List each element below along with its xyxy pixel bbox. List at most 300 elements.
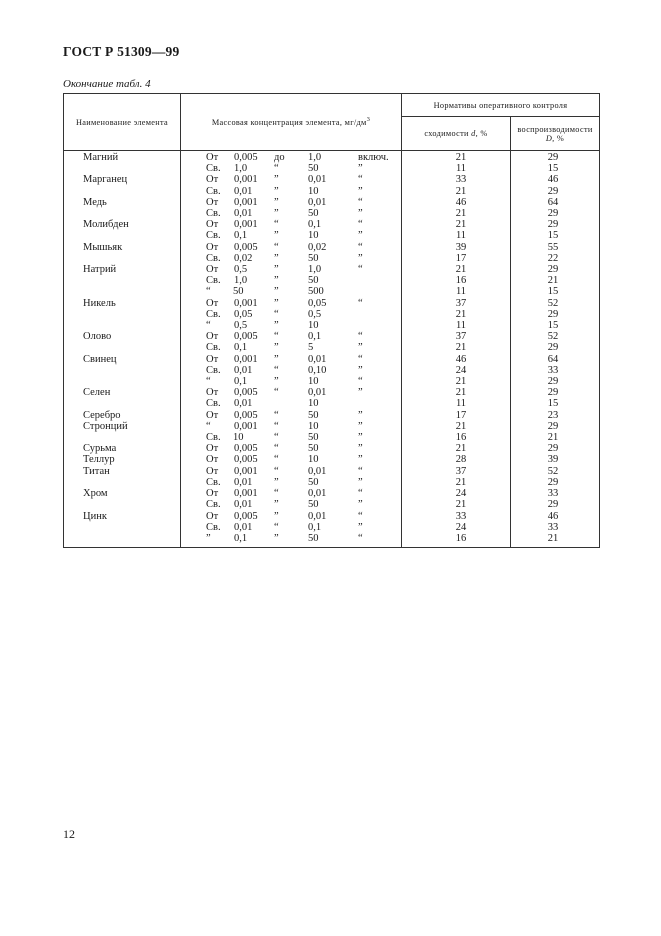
element-name: Сурьма xyxy=(64,443,181,454)
reproducibility-value: 29 xyxy=(547,219,559,231)
reproducibility-value: 22 xyxy=(547,252,559,264)
reproducibility-value: 29 xyxy=(547,376,559,388)
range-from: 1,0 xyxy=(234,163,248,175)
range-to: 0,10 xyxy=(308,364,327,376)
convergence-value-cell xyxy=(402,331,511,353)
range-inclusive: ” xyxy=(358,342,363,354)
convergence-value: 21 xyxy=(455,387,467,399)
convergence-value: 17 xyxy=(455,252,467,264)
concentration-line xyxy=(181,163,401,174)
reproducibility-value-cell xyxy=(511,197,600,219)
reproducibility-value-cell xyxy=(511,511,600,548)
convergence-value: 33 xyxy=(455,510,467,522)
concentration-line xyxy=(181,454,401,465)
range-separator: ” xyxy=(274,174,279,186)
concentration-range xyxy=(181,387,402,409)
reproducibility-value: 29 xyxy=(547,185,559,197)
range-to: 50 xyxy=(308,443,319,455)
range-to: 10 xyxy=(308,320,319,332)
range-from: 0,005 xyxy=(234,152,258,163)
reproducibility-value: 15 xyxy=(547,286,559,298)
header-concentration-sup: 3 xyxy=(366,115,371,123)
reproducibility-value: 33 xyxy=(547,364,559,376)
concentration-line xyxy=(181,443,401,454)
element-concentration-table xyxy=(63,93,600,548)
reproducibility-value: 15 xyxy=(547,163,559,175)
reproducibility-value: 29 xyxy=(547,208,559,220)
reproducibility-value: 46 xyxy=(547,174,559,186)
reproducibility-value: 15 xyxy=(547,320,559,332)
reproducibility-value: 33 xyxy=(547,488,559,500)
range-prefix: Св. xyxy=(206,252,221,264)
range-to: 50 xyxy=(308,499,319,511)
concentration-line xyxy=(181,230,401,241)
range-to: 10 xyxy=(308,454,319,466)
convergence-value: 21 xyxy=(455,443,467,455)
concentration-line xyxy=(181,174,401,185)
range-separator: “ xyxy=(274,364,279,376)
reproducibility-value: 21 xyxy=(547,532,559,544)
concentration-line xyxy=(181,186,401,197)
range-separator: ” xyxy=(274,510,279,522)
range-prefix: От xyxy=(206,152,219,163)
element-name: Селен xyxy=(64,387,181,409)
range-prefix: От xyxy=(206,174,219,186)
convergence-value: 24 xyxy=(455,488,467,500)
range-from: 0,5 xyxy=(234,320,248,332)
range-inclusive: ” xyxy=(358,521,363,533)
table-row xyxy=(64,488,600,510)
concentration-line xyxy=(181,298,401,309)
concentration-line xyxy=(181,398,401,409)
range-prefix: От xyxy=(206,241,219,253)
range-prefix: ” xyxy=(206,532,211,544)
range-inclusive: “ xyxy=(358,532,363,544)
convergence-value-cell xyxy=(402,410,511,421)
element-name: Никель xyxy=(64,298,181,332)
range-to: 0,1 xyxy=(308,521,322,533)
concentration-range xyxy=(181,197,402,219)
range-separator: ” xyxy=(274,252,279,264)
concentration-line xyxy=(181,522,401,533)
reproducibility-value: 21 xyxy=(547,432,559,444)
convergence-value: 16 xyxy=(455,532,467,544)
range-separator: “ xyxy=(274,241,279,253)
convergence-value: 21 xyxy=(455,376,467,388)
concentration-line xyxy=(181,365,401,376)
reproducibility-value: 29 xyxy=(547,308,559,320)
convergence-value-cell xyxy=(402,151,511,175)
range-inclusive: ” xyxy=(358,185,363,197)
range-to: 0,5 xyxy=(308,308,322,320)
concentration-line xyxy=(181,477,401,488)
reproducibility-value: 33 xyxy=(547,521,559,533)
range-to: 0,1 xyxy=(308,219,322,231)
range-to: 0,05 xyxy=(308,297,327,309)
range-inclusive: ” xyxy=(358,252,363,264)
range-inclusive: “ xyxy=(358,196,363,208)
element-name: Магний xyxy=(64,151,181,175)
concentration-line xyxy=(181,242,401,253)
reproducibility-value: 29 xyxy=(547,443,559,455)
range-inclusive: ” xyxy=(358,432,363,444)
concentration-line xyxy=(181,432,401,443)
reproducibility-value: 23 xyxy=(547,409,559,421)
reproducibility-value: 15 xyxy=(547,398,559,410)
concentration-range xyxy=(181,466,402,488)
convergence-value-cell xyxy=(402,421,511,443)
table-row xyxy=(64,511,600,548)
range-separator: “ xyxy=(274,331,279,343)
range-inclusive: ” xyxy=(358,163,363,175)
range-separator: “ xyxy=(274,409,279,421)
convergence-value: 21 xyxy=(455,308,467,320)
reproducibility-value: 29 xyxy=(547,420,559,432)
range-separator: “ xyxy=(274,420,279,432)
concentration-line xyxy=(181,264,401,275)
concentration-line xyxy=(181,219,401,230)
range-inclusive: “ xyxy=(358,174,363,186)
range-inclusive: “ xyxy=(358,264,363,276)
table-row xyxy=(64,443,600,454)
range-from: 0,005 xyxy=(234,409,258,421)
range-separator: ” xyxy=(274,297,279,309)
range-prefix: Св. xyxy=(206,185,221,197)
reproducibility-value-cell xyxy=(511,264,600,298)
range-prefix: От xyxy=(206,353,219,365)
range-to: 500 xyxy=(308,286,324,298)
range-inclusive: ” xyxy=(358,420,363,432)
concentration-line xyxy=(181,286,401,297)
table-row xyxy=(64,174,600,196)
convergence-value-cell xyxy=(402,488,511,510)
reproducibility-value-cell xyxy=(511,387,600,409)
element-name: Молибден xyxy=(64,219,181,241)
concentration-line xyxy=(181,488,401,499)
range-separator: ” xyxy=(274,185,279,197)
document-title: ГОСТ Р 51309—99 xyxy=(63,44,180,59)
convergence-value: 21 xyxy=(455,219,467,231)
range-to: 0,1 xyxy=(308,331,322,343)
convergence-value: 21 xyxy=(455,208,467,220)
reproducibility-value: 15 xyxy=(547,230,559,242)
reproducibility-value: 64 xyxy=(547,196,559,208)
table-row xyxy=(64,354,600,388)
concentration-range xyxy=(181,488,402,510)
range-separator: “ xyxy=(274,488,279,500)
convergence-value-cell xyxy=(402,443,511,454)
range-prefix: От xyxy=(206,409,219,421)
convergence-value: 24 xyxy=(455,364,467,376)
range-to: 50 xyxy=(308,532,319,544)
range-inclusive: “ xyxy=(358,488,363,500)
range-to: 0,01 xyxy=(308,196,327,208)
concentration-line xyxy=(181,511,401,522)
range-inclusive: ” xyxy=(358,499,363,511)
range-inclusive: “ xyxy=(358,465,363,477)
concentration-line xyxy=(181,331,401,342)
convergence-value-cell xyxy=(402,387,511,409)
header-norms: Нормативы оперативного контроля xyxy=(402,94,600,117)
range-prefix: “ xyxy=(206,320,211,332)
concentration-range xyxy=(181,331,402,353)
range-separator: “ xyxy=(274,387,279,399)
concentration-range xyxy=(181,151,402,175)
range-to: 10 xyxy=(308,420,319,432)
range-from: 0,05 xyxy=(234,308,253,320)
concentration-range xyxy=(181,242,402,264)
element-name: Мышьяк xyxy=(64,242,181,264)
convergence-value: 37 xyxy=(455,297,467,309)
range-inclusive: ” xyxy=(358,387,363,399)
reproducibility-value: 52 xyxy=(547,297,559,309)
range-to: 10 xyxy=(308,398,319,410)
convergence-value: 17 xyxy=(455,409,467,421)
range-prefix: Св. xyxy=(206,275,221,287)
reproducibility-value-cell xyxy=(511,242,600,264)
convergence-value: 21 xyxy=(455,420,467,432)
reproducibility-value-cell xyxy=(511,331,600,353)
range-from: 0,01 xyxy=(234,499,253,511)
range-to: 10 xyxy=(308,185,319,197)
concentration-line xyxy=(181,342,401,353)
reproducibility-value: 29 xyxy=(547,342,559,354)
concentration-line xyxy=(181,320,401,331)
range-prefix: “ xyxy=(206,376,211,388)
convergence-value-cell xyxy=(402,298,511,332)
range-prefix: От xyxy=(206,387,219,399)
range-from: 0,01 xyxy=(234,398,253,410)
range-to: 0,01 xyxy=(308,387,327,399)
reproducibility-value-cell xyxy=(511,174,600,196)
range-separator: “ xyxy=(274,219,279,231)
range-separator: ” xyxy=(274,342,279,354)
range-inclusive: “ xyxy=(358,241,363,253)
range-separator: “ xyxy=(274,163,279,175)
range-to: 50 xyxy=(308,208,319,219)
range-from: 0,001 xyxy=(234,219,258,231)
table-body xyxy=(64,151,600,548)
header-convergence-text: сходимости xyxy=(424,129,469,138)
concentration-line xyxy=(181,275,401,286)
range-inclusive: “ xyxy=(358,219,363,231)
header-element: Наименование элемента xyxy=(64,94,181,151)
reproducibility-value: 52 xyxy=(547,331,559,343)
element-name: Титан xyxy=(64,466,181,488)
range-inclusive: “ xyxy=(358,510,363,522)
range-inclusive: “ xyxy=(358,297,363,309)
element-name: Натрий xyxy=(64,264,181,298)
concentration-line xyxy=(181,152,401,163)
range-prefix: От xyxy=(206,331,219,343)
header-convergence-unit: % xyxy=(480,129,488,138)
range-prefix: Св. xyxy=(206,208,221,219)
convergence-value-cell xyxy=(402,219,511,241)
concentration-line xyxy=(181,208,401,219)
range-prefix: Св. xyxy=(206,398,221,410)
convergence-value-cell xyxy=(402,197,511,219)
concentration-range xyxy=(181,264,402,298)
concentration-line xyxy=(181,421,401,432)
concentration-line xyxy=(181,253,401,264)
range-from: 10 xyxy=(233,432,244,444)
concentration-line xyxy=(181,533,401,544)
range-to: 50 xyxy=(308,275,319,287)
range-to: 1,0 xyxy=(308,152,322,163)
element-name: Медь xyxy=(64,197,181,219)
range-from: 0,01 xyxy=(234,208,253,219)
range-separator: ” xyxy=(274,286,279,298)
convergence-value: 21 xyxy=(455,476,467,488)
table-row xyxy=(64,298,600,332)
table-caption: Окончание табл. 4 xyxy=(63,78,151,90)
reproducibility-value-cell xyxy=(511,466,600,488)
convergence-value: 21 xyxy=(455,152,467,163)
range-to: 50 xyxy=(308,409,319,421)
reproducibility-value: 52 xyxy=(547,465,559,477)
concentration-range xyxy=(181,354,402,388)
range-from: 0,1 xyxy=(234,342,248,354)
convergence-value: 21 xyxy=(455,342,467,354)
table-row xyxy=(64,242,600,264)
element-name: Стронций xyxy=(64,421,181,443)
range-separator: “ xyxy=(274,454,279,466)
convergence-value: 16 xyxy=(455,432,467,444)
reproducibility-value-cell xyxy=(511,219,600,241)
range-to: 0,02 xyxy=(308,241,327,253)
range-from: 0,005 xyxy=(234,443,258,455)
table-row xyxy=(64,410,600,421)
table-row xyxy=(64,466,600,488)
concentration-range xyxy=(181,298,402,332)
header-reproducibility-symbol: D, xyxy=(545,133,555,143)
convergence-value-cell xyxy=(402,242,511,264)
range-prefix: Св. xyxy=(206,230,221,242)
table-row xyxy=(64,387,600,409)
range-from: 0,5 xyxy=(234,264,248,276)
range-from: 50 xyxy=(233,286,244,298)
range-prefix: Св. xyxy=(206,163,221,175)
range-to: 5 xyxy=(308,342,314,354)
range-from: 0,1 xyxy=(234,532,248,544)
range-prefix: От xyxy=(206,196,219,208)
range-from: 0,005 xyxy=(234,454,258,466)
table-row xyxy=(64,219,600,241)
table-row xyxy=(64,151,600,175)
concentration-line xyxy=(181,410,401,421)
range-inclusive: включ. xyxy=(358,152,389,163)
range-inclusive: ” xyxy=(358,230,363,242)
element-name: Серебро xyxy=(64,410,181,421)
table-row xyxy=(64,264,600,298)
header-concentration-text: Массовая концентрация элемента, мг/дм xyxy=(211,117,367,127)
range-prefix: Св. xyxy=(206,342,221,354)
header-reproducibility xyxy=(511,117,600,151)
range-separator: “ xyxy=(274,521,279,533)
convergence-value: 37 xyxy=(455,331,467,343)
range-to: 50 xyxy=(308,252,319,264)
convergence-value: 39 xyxy=(455,241,467,253)
table-row xyxy=(64,421,600,443)
concentration-range xyxy=(181,454,402,465)
range-inclusive: ” xyxy=(358,476,363,488)
convergence-value: 46 xyxy=(455,196,467,208)
range-from: 0,001 xyxy=(234,174,258,186)
concentration-line xyxy=(181,387,401,398)
convergence-value: 21 xyxy=(455,499,467,511)
range-prefix: Св. xyxy=(206,364,221,376)
range-separator: ” xyxy=(274,532,279,544)
range-prefix: Св. xyxy=(206,521,221,533)
range-separator: ” xyxy=(274,320,279,332)
page-number: 12 xyxy=(63,827,75,841)
range-to: 0,01 xyxy=(308,174,327,186)
concentration-range xyxy=(181,410,402,421)
range-from: 0,01 xyxy=(234,185,253,197)
table-row xyxy=(64,454,600,465)
range-inclusive: ” xyxy=(358,208,363,219)
convergence-value: 11 xyxy=(455,163,467,175)
element-name: Теллур xyxy=(64,454,181,465)
range-to: 0,01 xyxy=(308,465,327,477)
convergence-value: 11 xyxy=(455,320,467,332)
element-name: Олово xyxy=(64,331,181,353)
range-from: 1,0 xyxy=(234,275,248,287)
range-from: 0,001 xyxy=(234,353,258,365)
range-to: 10 xyxy=(308,376,319,388)
range-from: 0,1 xyxy=(234,230,248,242)
table-row xyxy=(64,331,600,353)
range-inclusive: “ xyxy=(358,376,363,388)
convergence-value: 11 xyxy=(455,230,467,242)
reproducibility-value: 46 xyxy=(547,510,559,522)
range-separator: “ xyxy=(274,465,279,477)
concentration-range xyxy=(181,511,402,548)
range-separator: “ xyxy=(274,308,279,320)
concentration-line xyxy=(181,466,401,477)
convergence-value: 37 xyxy=(455,465,467,477)
range-separator: ” xyxy=(274,376,279,388)
range-to: 50 xyxy=(308,476,319,488)
convergence-value: 11 xyxy=(455,398,467,410)
range-from: 0,001 xyxy=(234,420,258,432)
convergence-value-cell xyxy=(402,174,511,196)
concentration-line xyxy=(181,354,401,365)
range-from: 0,001 xyxy=(234,488,258,500)
reproducibility-value: 39 xyxy=(547,454,559,466)
range-inclusive: ” xyxy=(358,364,363,376)
range-prefix: Св. xyxy=(206,308,221,320)
range-inclusive: “ xyxy=(358,353,363,365)
range-prefix: От xyxy=(206,297,219,309)
range-inclusive: “ xyxy=(358,331,363,343)
range-from: 0,005 xyxy=(234,331,258,343)
convergence-value: 33 xyxy=(455,174,467,186)
range-prefix: Св. xyxy=(206,476,221,488)
range-prefix: От xyxy=(206,465,219,477)
range-from: 0,02 xyxy=(234,252,253,264)
convergence-value: 24 xyxy=(455,521,467,533)
range-separator: ” xyxy=(274,275,279,287)
concentration-line xyxy=(181,499,401,510)
reproducibility-value: 55 xyxy=(547,241,559,253)
concentration-line xyxy=(181,376,401,387)
reproducibility-value: 29 xyxy=(547,387,559,399)
concentration-line xyxy=(181,197,401,208)
range-separator: ” xyxy=(274,196,279,208)
convergence-value-cell xyxy=(402,454,511,465)
range-inclusive: ” xyxy=(358,443,363,455)
